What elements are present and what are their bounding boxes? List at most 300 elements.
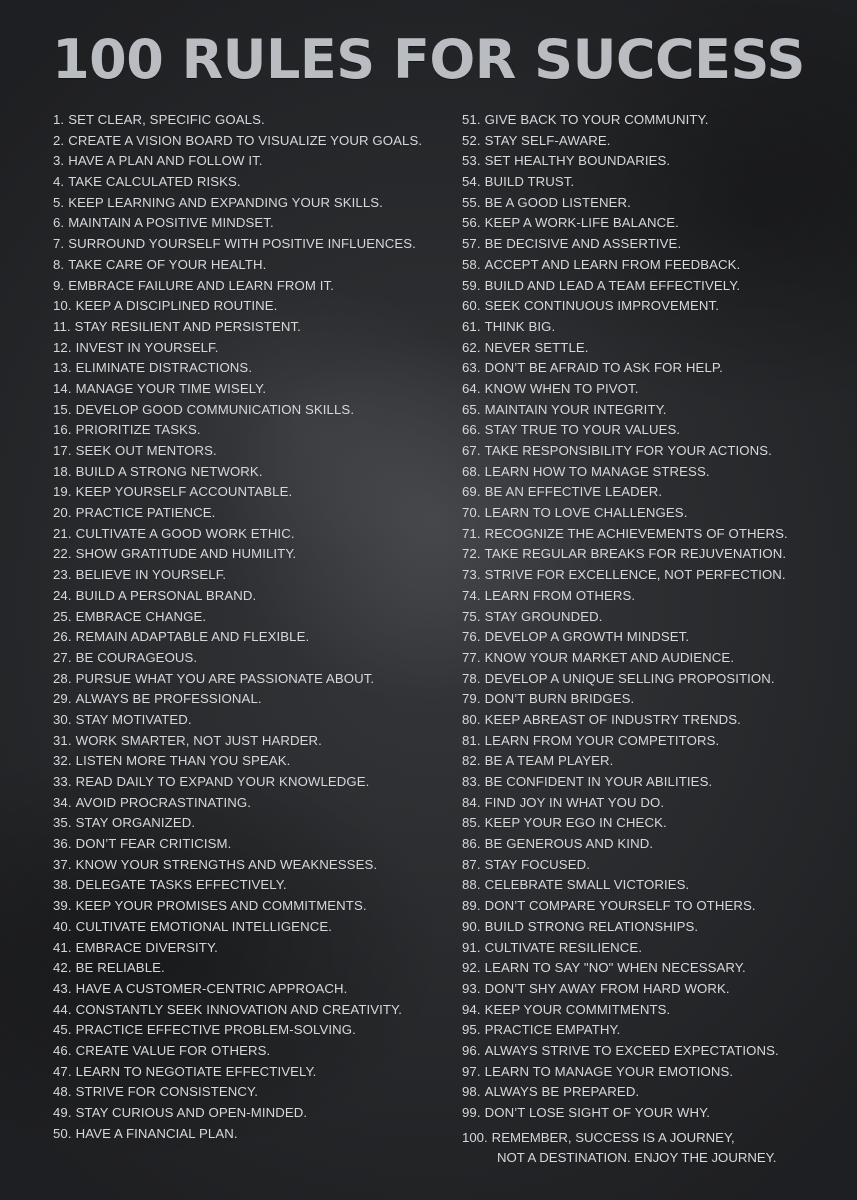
rule-text: LEARN FROM YOUR COMPETITORS.: [484, 732, 720, 748]
rule-number: 59.: [462, 277, 481, 293]
rule-item-88: [462, 875, 854, 896]
rule-number: 66.: [462, 422, 481, 438]
rule-text: PRIORITIZE TASKS.: [75, 422, 201, 438]
rule-text: STRIVE FOR EXCELLENCE, NOT PERFECTION.: [484, 567, 786, 583]
rule-text-continued: NOT A DESTINATION. ENJOY THE JOURNEY.: [497, 1150, 777, 1166]
rule-number: 86.: [462, 836, 481, 852]
rule-number: 12.: [53, 339, 72, 355]
rule-number: 36.: [53, 836, 72, 852]
rule-text: REMAIN ADAPTABLE AND FLEXIBLE.: [75, 629, 310, 645]
rule-number: 42.: [53, 960, 72, 976]
rule-item-53: [462, 151, 854, 172]
rule-text: RECOGNIZE THE ACHIEVEMENTS OF OTHERS.: [484, 525, 788, 541]
rule-text: BUILD A STRONG NETWORK.: [75, 463, 263, 479]
rule-item-82: [462, 751, 854, 772]
rule-number: 89.: [462, 898, 481, 914]
rule-item-93: [462, 979, 854, 1000]
rule-text: KEEP ABREAST OF INDUSTRY TRENDS.: [484, 711, 741, 727]
rule-number: 77.: [462, 649, 481, 665]
rule-line: [462, 1130, 735, 1145]
rule-number: 98.: [462, 1084, 481, 1100]
rule-item-69: [462, 482, 854, 503]
rules-list-left: [53, 110, 453, 1144]
rule-number: 84.: [462, 794, 481, 810]
rule-text: DON’T BURN BRIDGES.: [484, 691, 635, 707]
rule-text: LEARN TO SAY "NO" WHEN NECESSARY.: [484, 960, 746, 976]
rule-text: CREATE VALUE FOR OTHERS.: [75, 1042, 271, 1058]
rule-text: PRACTICE PATIENCE.: [75, 505, 216, 521]
rule-number: 80.: [462, 711, 481, 727]
rule-number: 91.: [462, 939, 481, 955]
rule-item-66: [462, 420, 854, 441]
rule-text: KNOW WHEN TO PIVOT.: [484, 380, 639, 396]
rule-text: PRACTICE EFFECTIVE PROBLEM-SOLVING.: [75, 1022, 356, 1038]
rule-item-83: [462, 772, 854, 793]
rule-text: ALWAYS STRIVE TO EXCEED EXPECTATIONS.: [484, 1042, 779, 1058]
rule-text: SET CLEAR, SPECIFIC GOALS.: [68, 112, 265, 127]
rule-number: 74.: [462, 587, 481, 603]
rule-number: 41.: [53, 939, 72, 955]
rule-text: BE AN EFFECTIVE LEADER.: [484, 484, 663, 500]
rule-number: 44.: [53, 1001, 72, 1017]
rule-text: BELIEVE IN YOURSELF.: [75, 567, 227, 583]
rule-item-81: [462, 731, 854, 752]
rule-item-30: [53, 710, 453, 731]
rule-item-92: [462, 958, 854, 979]
rule-number: 28.: [53, 670, 72, 686]
rule-number: 27.: [53, 649, 72, 665]
rule-text: BE DECISIVE AND ASSERTIVE.: [484, 236, 682, 252]
rule-number: 55.: [462, 194, 481, 210]
rule-number: 17.: [53, 443, 72, 458]
rule-item-58: [462, 255, 854, 276]
rule-text: GIVE BACK TO YOUR COMMUNITY.: [484, 112, 709, 127]
rule-item-54: [462, 172, 854, 193]
rule-number: 3.: [53, 153, 65, 169]
rule-item-34: [53, 793, 453, 814]
rule-item-59: [462, 276, 854, 297]
rule-text: ELIMINATE DISTRACTIONS.: [75, 360, 253, 376]
rule-item-75: [462, 607, 854, 628]
rule-text: MANAGE YOUR TIME WISELY.: [75, 380, 267, 396]
rule-item-42: [53, 958, 453, 979]
rule-item-17: [53, 441, 453, 462]
rule-text: KNOW YOUR MARKET AND AUDIENCE.: [484, 649, 735, 665]
rule-number: 94.: [462, 1001, 481, 1017]
rule-item-78: [462, 669, 854, 690]
rule-number: 23.: [53, 567, 72, 583]
rule-item-8: [53, 255, 453, 276]
rule-item-56: [462, 213, 854, 234]
rule-item-85: [462, 813, 854, 834]
rule-item-12: [53, 338, 453, 359]
rule-item-61: [462, 317, 854, 338]
rule-text: BUILD STRONG RELATIONSHIPS.: [484, 918, 699, 934]
rule-text: STAY TRUE TO YOUR VALUES.: [484, 422, 681, 438]
rule-number: 45.: [53, 1022, 72, 1038]
rule-item-19: [53, 482, 453, 503]
rule-text: SURROUND YOURSELF WITH POSITIVE INFLUENCES.: [68, 236, 416, 252]
rule-number: 46.: [53, 1042, 72, 1058]
rule-item-5: [53, 193, 453, 214]
rule-number: 58.: [462, 256, 481, 272]
rule-text: LISTEN MORE THAN YOU SPEAK.: [75, 753, 291, 769]
rule-text: BE A GOOD LISTENER.: [484, 194, 631, 210]
rule-text: HAVE A FINANCIAL PLAN.: [75, 1125, 238, 1141]
rules-list-right: [462, 110, 854, 1124]
rule-item-2: [53, 131, 453, 152]
rule-number: 14.: [53, 380, 72, 396]
rule-item-3: [53, 151, 453, 172]
rule-text: TAKE CALCULATED RISKS.: [68, 174, 241, 190]
rule-number: 16.: [53, 422, 72, 438]
rule-item-46: [53, 1041, 453, 1062]
rule-number: 56.: [462, 215, 481, 231]
rule-item-70: [462, 503, 854, 524]
rule-item-62: [462, 338, 854, 359]
rule-item-35: [53, 813, 453, 834]
rule-item-51: [462, 110, 854, 131]
rule-number: 43.: [53, 980, 72, 996]
rule-item-18: [53, 462, 453, 483]
rule-text: ALWAYS BE PREPARED.: [484, 1084, 640, 1100]
rule-text: KEEP A DISCIPLINED ROUTINE.: [75, 298, 278, 314]
rule-number: 51.: [462, 112, 481, 127]
rule-text: CREATE A VISION BOARD TO VISUALIZE YOUR GOALS.: [68, 132, 423, 148]
rule-text: CELEBRATE SMALL VICTORIES.: [484, 877, 690, 893]
rule-item-47: [53, 1062, 453, 1083]
rule-text: KNOW YOUR STRENGTHS AND WEAKNESSES.: [75, 856, 378, 872]
rule-number: 78.: [462, 670, 481, 686]
rule-number: 37.: [53, 856, 72, 872]
rule-item-23: [53, 565, 453, 586]
rule-number: 90.: [462, 918, 481, 934]
rule-item-74: [462, 586, 854, 607]
rule-item-80: [462, 710, 854, 731]
rule-number: 96.: [462, 1042, 481, 1058]
rule-item-87: [462, 855, 854, 876]
rule-item-96: [462, 1041, 854, 1062]
rule-item-28: [53, 669, 453, 690]
rule-item-71: [462, 524, 854, 545]
rule-text: READ DAILY TO EXPAND YOUR KNOWLEDGE.: [75, 774, 370, 789]
rule-number: 13.: [53, 360, 72, 376]
rule-item-10: [53, 296, 453, 317]
rule-item-25: [53, 607, 453, 628]
rule-number: 87.: [462, 856, 481, 872]
rule-number: 2.: [53, 132, 65, 148]
rule-number: 82.: [462, 753, 481, 769]
rule-text: EMBRACE DIVERSITY.: [75, 939, 218, 955]
rule-text: FIND JOY IN WHAT YOU DO.: [484, 794, 665, 810]
rule-item-29: [53, 689, 453, 710]
rule-number: 60.: [462, 298, 481, 314]
rule-number: 53.: [462, 153, 481, 169]
rule-number: 70.: [462, 505, 481, 521]
rule-item-38: [53, 875, 453, 896]
rule-item-21: [53, 524, 453, 545]
rule-number: 19.: [53, 484, 72, 500]
rule-number: 21.: [53, 525, 72, 541]
rule-number: 31.: [53, 732, 72, 748]
rule-item-32: [53, 751, 453, 772]
rule-number: 95.: [462, 1022, 481, 1038]
rule-text: CULTIVATE EMOTIONAL INTELLIGENCE.: [75, 918, 332, 934]
rule-text: STAY MOTIVATED.: [75, 711, 192, 727]
rule-text: THINK BIG.: [484, 318, 556, 334]
rule-text: LEARN TO MANAGE YOUR EMOTIONS.: [484, 1063, 734, 1079]
rule-number: 29.: [53, 691, 72, 707]
rule-text: BE RELIABLE.: [75, 960, 165, 976]
rule-number: 6.: [53, 215, 65, 231]
rule-number: 26.: [53, 629, 72, 645]
rule-number: 52.: [462, 132, 481, 148]
rule-text: SEEK CONTINUOUS IMPROVEMENT.: [484, 298, 719, 314]
rule-item-77: [462, 648, 854, 669]
rule-text: EMBRACE FAILURE AND LEARN FROM IT.: [68, 277, 334, 293]
rule-item-72: [462, 544, 854, 565]
rule-number: 73.: [462, 567, 481, 583]
rule-item-79: [462, 689, 854, 710]
rule-text: WORK SMARTER, NOT JUST HARDER.: [75, 732, 322, 748]
rule-text: HAVE A CUSTOMER-CENTRIC APPROACH.: [75, 980, 348, 996]
rule-text: BUILD TRUST.: [484, 174, 575, 190]
rule-text: DON’T COMPARE YOURSELF TO OTHERS.: [484, 898, 756, 914]
rule-number: 97.: [462, 1063, 481, 1079]
rule-text: DON’T SHY AWAY FROM HARD WORK.: [484, 980, 730, 996]
rule-item-50: [53, 1124, 453, 1145]
rule-text: SHOW GRATITUDE AND HUMILITY.: [75, 546, 297, 562]
rule-item-64: [462, 379, 854, 400]
rule-item-89: [462, 896, 854, 917]
rule-item-11: [53, 317, 453, 338]
rule-text: BE COURAGEOUS.: [75, 649, 198, 665]
rule-item-6: [53, 213, 453, 234]
rule-number: 85.: [462, 815, 481, 831]
rule-text: BUILD AND LEAD A TEAM EFFECTIVELY.: [484, 277, 741, 293]
rule-number: 79.: [462, 691, 481, 707]
rule-number: 63.: [462, 360, 481, 376]
rule-item-100: [462, 1128, 854, 1169]
rule-item-94: [462, 1000, 854, 1021]
rule-item-9: [53, 276, 453, 297]
rule-text: DEVELOP A UNIQUE SELLING PROPOSITION.: [484, 670, 775, 686]
rule-number: 40.: [53, 918, 72, 934]
rule-item-86: [462, 834, 854, 855]
rule-text: ALWAYS BE PROFESSIONAL.: [75, 691, 262, 707]
rule-number: 10.: [53, 298, 72, 314]
rule-text: CONSTANTLY SEEK INNOVATION AND CREATIVITY.: [75, 1001, 403, 1017]
rule-text: STAY ORGANIZED.: [75, 815, 196, 831]
rule-text: STAY SELF-AWARE.: [484, 132, 611, 148]
rule-number: 39.: [53, 898, 72, 914]
rule-number: 9.: [53, 277, 65, 293]
rule-number: 99.: [462, 1105, 481, 1120]
rule-item-99: [462, 1103, 854, 1124]
rule-text: SEEK OUT MENTORS.: [75, 443, 217, 458]
rule-item-14: [53, 379, 453, 400]
rule-text: LEARN FROM OTHERS.: [484, 587, 636, 603]
rule-number: 67.: [462, 443, 481, 458]
rule-item-16: [53, 420, 453, 441]
rule-item-73: [462, 565, 854, 586]
rule-number: 49.: [53, 1105, 72, 1120]
rule-item-98: [462, 1082, 854, 1103]
rule-text: DON’T LOSE SIGHT OF YOUR WHY.: [484, 1105, 711, 1120]
rule-text: BE GENEROUS AND KIND.: [484, 836, 654, 852]
rule-number: 83.: [462, 774, 481, 789]
rule-text: AVOID PROCRASTINATING.: [75, 794, 252, 810]
rule-item-48: [53, 1082, 453, 1103]
rule-number: 35.: [53, 815, 72, 831]
rule-text: TAKE CARE OF YOUR HEALTH.: [68, 256, 267, 272]
rule-text: KEEP YOUR COMMITMENTS.: [484, 1001, 671, 1017]
rule-text: DEVELOP A GROWTH MINDSET.: [484, 629, 690, 645]
rule-number: 93.: [462, 980, 481, 996]
rule-item-31: [53, 731, 453, 752]
rule-number: 32.: [53, 753, 72, 769]
rule-number: 38.: [53, 877, 72, 893]
rule-text: NEVER SETTLE.: [484, 339, 589, 355]
rule-text: KEEP LEARNING AND EXPANDING YOUR SKILLS.: [68, 194, 383, 210]
rule-item-63: [462, 358, 854, 379]
rule-text: ACCEPT AND LEARN FROM FEEDBACK.: [484, 256, 741, 272]
rule-text: DELEGATE TASKS EFFECTIVELY.: [75, 877, 287, 893]
rule-item-49: [53, 1103, 453, 1124]
rule-item-43: [53, 979, 453, 1000]
rule-number: 62.: [462, 339, 481, 355]
rule-text: MAINTAIN A POSITIVE MINDSET.: [68, 215, 274, 231]
rule-item-68: [462, 462, 854, 483]
rule-text: REMEMBER, SUCCESS IS A JOURNEY,: [491, 1129, 735, 1145]
rule-number: 54.: [462, 174, 481, 190]
rule-item-41: [53, 938, 453, 959]
rule-number: 22.: [53, 546, 72, 562]
rule-number: 57.: [462, 236, 481, 252]
rule-text: DON’T BE AFRAID TO ASK FOR HELP.: [484, 360, 723, 376]
rule-number: 34.: [53, 794, 72, 810]
rule-text: DEVELOP GOOD COMMUNICATION SKILLS.: [75, 401, 355, 417]
rule-number: 64.: [462, 380, 481, 396]
rule-item-24: [53, 586, 453, 607]
rule-text: TAKE REGULAR BREAKS FOR REJUVENATION.: [484, 546, 787, 562]
rule-item-7: [53, 234, 453, 255]
rule-number: 24.: [53, 587, 72, 603]
rule-item-36: [53, 834, 453, 855]
rule-text: CULTIVATE RESILIENCE.: [484, 939, 643, 955]
rule-item-33: [53, 772, 453, 793]
rule-item-4: [53, 172, 453, 193]
rule-item-84: [462, 793, 854, 814]
rule-item-52: [462, 131, 854, 152]
rule-number: 65.: [462, 401, 481, 417]
rule-number: 61.: [462, 318, 481, 334]
rule-text: STAY RESILIENT AND PERSISTENT.: [74, 318, 301, 334]
rule-number: 8.: [53, 256, 65, 272]
rule-text: INVEST IN YOURSELF.: [75, 339, 219, 355]
rule-item-55: [462, 193, 854, 214]
rule-number: 15.: [53, 401, 72, 417]
rule-number: 20.: [53, 505, 72, 521]
rule-text: STAY CURIOUS AND OPEN-MINDED.: [75, 1105, 308, 1120]
rule-number: 48.: [53, 1084, 72, 1100]
rule-item-60: [462, 296, 854, 317]
rule-text: BE CONFIDENT IN YOUR ABILITIES.: [484, 774, 713, 789]
rule-number: 4.: [53, 174, 65, 190]
rule-item-97: [462, 1062, 854, 1083]
rule-item-91: [462, 938, 854, 959]
rule-text: PURSUE WHAT YOU ARE PASSIONATE ABOUT.: [75, 670, 375, 686]
rule-item-44: [53, 1000, 453, 1021]
rule-number: 69.: [462, 484, 481, 500]
rule-item-95: [462, 1020, 854, 1041]
rule-number: 75.: [462, 608, 481, 624]
rule-number: 5.: [53, 194, 65, 210]
rule-text: KEEP YOURSELF ACCOUNTABLE.: [75, 484, 293, 500]
rule-item-40: [53, 917, 453, 938]
rule-number: 7.: [53, 236, 65, 252]
rule-text: CULTIVATE A GOOD WORK ETHIC.: [75, 525, 295, 541]
rule-text: KEEP A WORK-LIFE BALANCE.: [484, 215, 679, 231]
rule-item-1: [53, 110, 453, 131]
rule-text: STAY FOCUSED.: [484, 856, 590, 872]
rule-text: BUILD A PERSONAL BRAND.: [75, 587, 257, 603]
rule-item-26: [53, 627, 453, 648]
rule-number: 76.: [462, 629, 481, 645]
rule-number: 11.: [53, 318, 71, 334]
rule-text: LEARN HOW TO MANAGE STRESS.: [484, 463, 710, 479]
rule-text: KEEP YOUR PROMISES AND COMMITMENTS.: [75, 898, 367, 914]
rule-text: LEARN TO LOVE CHALLENGES.: [484, 505, 688, 521]
rule-number: 68.: [462, 463, 481, 479]
rule-text: KEEP YOUR EGO IN CHECK.: [484, 815, 667, 831]
rule-number: 1.: [53, 112, 65, 127]
poster-title: 100 RULES FOR SUCCESS: [52, 28, 805, 91]
rule-number: 30.: [53, 711, 72, 727]
rule-item-20: [53, 503, 453, 524]
rule-text: PRACTICE EMPATHY.: [484, 1022, 621, 1038]
rule-number: 47.: [53, 1063, 72, 1079]
rule-item-39: [53, 896, 453, 917]
rule-text: HAVE A PLAN AND FOLLOW IT.: [68, 153, 263, 169]
rule-text: STAY GROUNDED.: [484, 608, 603, 624]
rule-item-15: [53, 400, 453, 421]
rule-item-67: [462, 441, 854, 462]
rule-item-22: [53, 544, 453, 565]
rule-number: 33.: [53, 774, 72, 789]
rule-text: STRIVE FOR CONSISTENCY.: [75, 1084, 258, 1100]
rule-number: 25.: [53, 608, 72, 624]
rule-item-76: [462, 627, 854, 648]
rule-text: SET HEALTHY BOUNDARIES.: [484, 153, 671, 169]
rule-number: 72.: [462, 546, 481, 562]
rule-item-45: [53, 1020, 453, 1041]
rule-text: BE A TEAM PLAYER.: [484, 753, 614, 769]
rule-item-90: [462, 917, 854, 938]
rule-item-27: [53, 648, 453, 669]
rule-number: 88.: [462, 877, 481, 893]
rule-item-57: [462, 234, 854, 255]
rule-text: LEARN TO NEGOTIATE EFFECTIVELY.: [75, 1063, 317, 1079]
rule-item-37: [53, 855, 453, 876]
rule-text: EMBRACE CHANGE.: [75, 608, 207, 624]
rule-number: 50.: [53, 1125, 72, 1141]
rule-number: 18.: [53, 463, 72, 479]
rule-item-65: [462, 400, 854, 421]
rule-text: DON’T FEAR CRITICISM.: [75, 836, 232, 852]
rule-number: 81.: [462, 732, 481, 748]
rule-item-13: [53, 358, 453, 379]
